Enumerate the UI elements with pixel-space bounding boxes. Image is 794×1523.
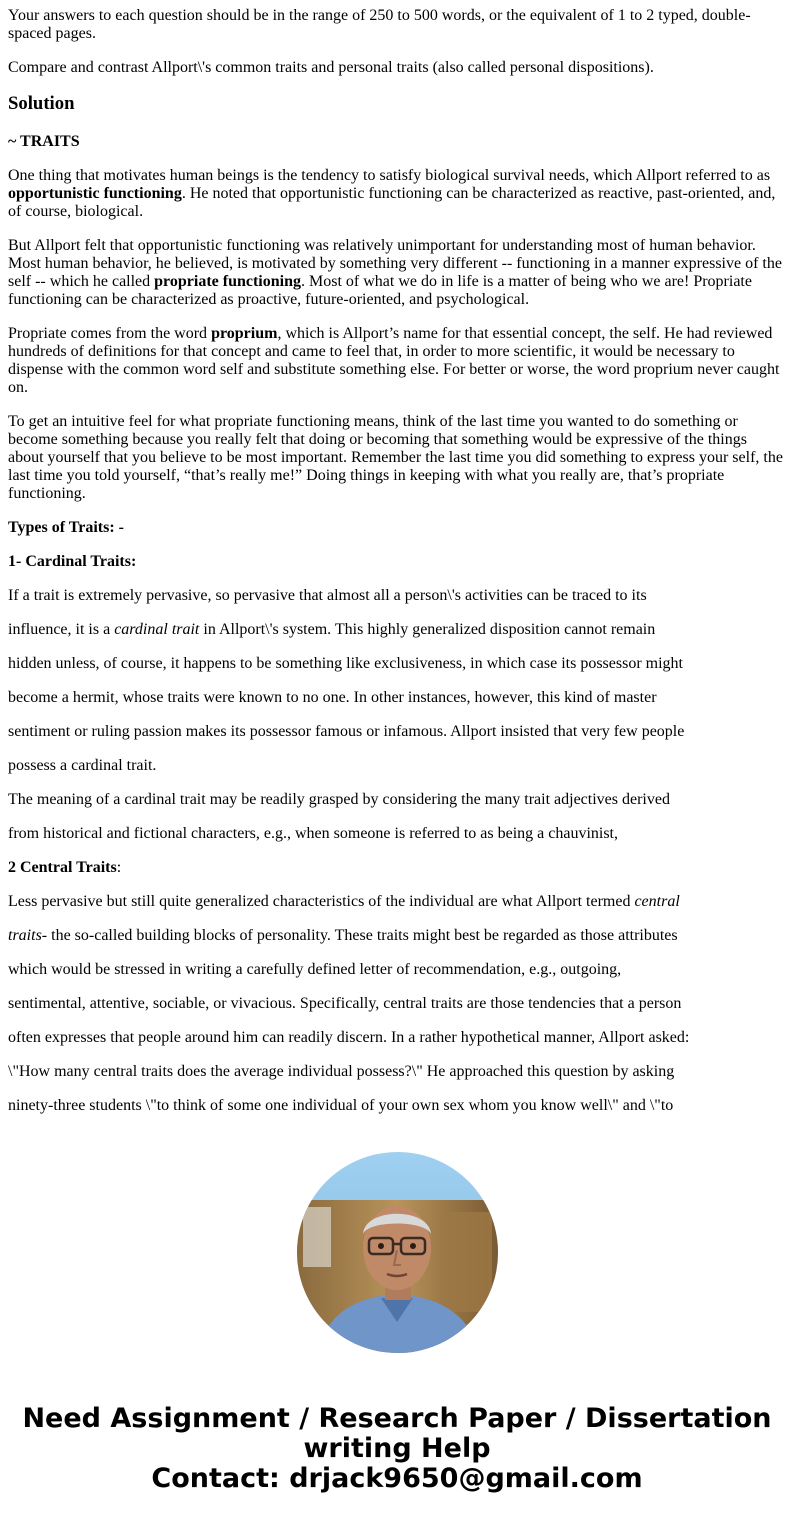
cardinal-line-4: become a hermit, whose traits were known to no one. In other instances, however, this kind of master	[8, 689, 657, 706]
question-paragraph: Compare and contrast Allport\'s common traits and personal traits (also called personal dispositions).	[8, 59, 654, 76]
p2-text-c: . Most of what we do in life is a matter of being who we are! Propriate functioning can be characterized as proactive, future-oriented, and psychological.	[8, 273, 752, 308]
traits-heading-text: ~ TRAITS	[8, 133, 80, 150]
help-banner-line-2: writing Help	[303, 1433, 491, 1464]
central-line-1	[8, 893, 786, 911]
central-line-1a: Less pervasive but still quite generalized characteristics of the individual are what Allport termed	[8, 893, 635, 910]
traits-heading	[8, 133, 786, 151]
help-banner-line-1: Need Assignment / Research Paper / Dissertation	[22, 1403, 772, 1434]
cardinal-line-3: hidden unless, of course, it happens to be something like exclusiveness, in which case its possessor might	[8, 655, 683, 672]
cardinal-line-7: The meaning of a cardinal trait may be readily grasped by considering the many trait adjectives derived	[8, 791, 670, 808]
types-heading	[8, 519, 786, 537]
cardinal-line-8: from historical and fictional characters, e.g., when someone is referred to as being a chauvinist,	[8, 825, 618, 842]
cardinal-line-5: sentiment or ruling passion makes its possessor famous or infamous. Allport insisted that very few people	[8, 723, 685, 740]
p2-text-a: But Allport felt that opportunistic functioning was relatively unimportant for understanding most of human behavior. Most human behavior, he believed, is motivated by something very different -- functioning in a manner expressive of the self -- which he called	[8, 237, 782, 290]
central-line-7: ninety-three students \"to think of some one individual of your own sex whom you know well\" and \"to	[8, 1097, 674, 1114]
cardinal-line-2	[8, 621, 786, 639]
cardinal-trait-term: cardinal trait	[114, 621, 200, 638]
paragraph-intuitive-feel: To get an intuitive feel for what propriate functioning means, think of the last time you wanted to do something or become something because you really felt that doing or becoming that something would be expressive of the things about yourself that you believe to be most important. Remember the last time you did something to express your self, the last time you told yourself, “that’s really me!” Doing things in keeping with what you really are, that’s propriate functioning.	[8, 413, 783, 502]
instructions-paragraph: Your answers to each question should be in the range of 250 to 500 words, or the equivalent of 1 to 2 typed, double-spaced pages.	[8, 7, 751, 42]
paragraph-opportunistic	[8, 167, 786, 221]
cardinal-line-1: If a trait is extremely pervasive, so pervasive that almost all a person\'s activities can be traced to its	[8, 587, 647, 604]
cardinal-line-6: possess a cardinal trait.	[8, 757, 157, 774]
central-line-3: which would be stressed in writing a carefully defined letter of recommendation, e.g., outgoing,	[8, 961, 622, 978]
paragraph-propriate	[8, 237, 786, 309]
central-heading-colon: :	[116, 859, 122, 876]
central-line-2	[8, 927, 786, 945]
author-avatar	[297, 1152, 498, 1353]
central-term-2: traits	[8, 927, 42, 944]
solution-heading: Solution	[8, 93, 75, 114]
p3-bold: proprium	[211, 325, 278, 342]
central-line-5: often expresses that people around him can readily discern. In a rather hypothetical manner, Allport asked:	[8, 1029, 690, 1046]
p3-text-c: , which is Allport’s name for that essential concept, the self. He had reviewed hundreds of definitions for that concept and came to feel that, in order to more scientific, it would be necessary to dispense with the common word self and substitute something else. For better or worse, the word proprium never caught on.	[8, 325, 780, 396]
central-heading-text: 2 Central Traits	[8, 859, 117, 876]
central-term-1: central	[634, 893, 680, 910]
types-heading-text: Types of Traits: -	[8, 519, 124, 536]
p1-bold: opportunistic functioning	[8, 185, 182, 202]
cardinal-heading	[8, 553, 786, 571]
paragraph-proprium	[8, 325, 786, 397]
cardinal-line-2c: in Allport\'s system. This highly generalized disposition cannot remain	[199, 621, 656, 638]
contact-email[interactable]: Contact: drjack9650@gmail.com	[151, 1463, 643, 1494]
central-line-6: \"How many central traits does the average individual possess?\" He approached this question by asking	[8, 1063, 675, 1080]
portrait-illustration	[297, 1152, 498, 1353]
help-banner	[0, 1404, 794, 1494]
cardinal-line-2a: influence, it is a	[8, 621, 115, 638]
central-heading	[8, 859, 786, 877]
p1-text-c: . He noted that opportunistic functioning can be characterized as reactive, past-oriented, and, of course, biological.	[8, 185, 776, 220]
p3-text-a: Propriate comes from the word	[8, 325, 212, 342]
central-line-4: sentimental, attentive, sociable, or vivacious. Specifically, central traits are those tendencies that a person	[8, 995, 682, 1012]
central-line-2b: - the so-called building blocks of personality. These traits might best be regarded as those attributes	[41, 927, 678, 944]
p1-text-a: One thing that motivates human beings is the tendency to satisfy biological survival needs, which Allport referred to as	[8, 167, 771, 184]
cardinal-heading-text: 1- Cardinal Traits:	[8, 553, 137, 570]
p2-bold: propriate functioning	[154, 273, 301, 290]
